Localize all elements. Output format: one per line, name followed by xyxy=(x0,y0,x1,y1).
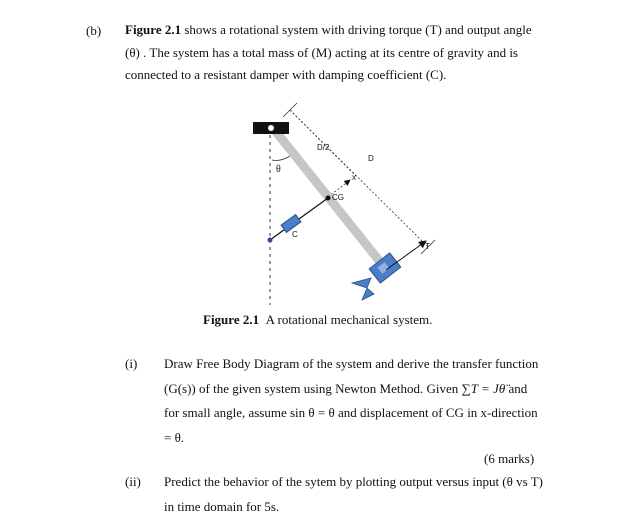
label-x: x xyxy=(352,173,356,182)
caption-figure-ref: Figure 2.1 xyxy=(203,312,260,327)
label-cg: CG xyxy=(332,193,344,202)
question-i-marks: (6 marks) xyxy=(484,451,535,466)
question-ii-label: (ii) xyxy=(125,474,141,489)
damper-anchor xyxy=(268,238,273,243)
label-d-half: D/2 xyxy=(317,143,330,152)
label-t: T xyxy=(425,242,430,251)
figure-caption xyxy=(203,312,432,328)
question-i-label: (i) xyxy=(125,356,138,371)
caption-text: A rotational mechanical system. xyxy=(265,312,433,327)
label-theta: θ xyxy=(276,164,281,175)
part-b-body: shows a rotational system with driving torque (T) and output angle (θ) . The system has a total mass of (M) acting at its centre of gravity and is connected to a resistant damper with damping coefficient (C). xyxy=(125,22,532,82)
question-i-text-after: and for small angle, assume sin θ = θ and displacement of CG in x-direction = θ. xyxy=(164,380,538,445)
part-b-label: (b) xyxy=(86,23,102,38)
figure-reference: Figure 2.1 xyxy=(125,22,182,37)
label-c: C xyxy=(292,230,298,239)
question-i-text-before: Draw Free Body Diagram of the system and derive the transfer function (G(s)) of the given system using Newton Method. Given xyxy=(164,356,539,396)
question-i-equation: ∑T = Jθ̈ xyxy=(461,380,506,396)
damper-cylinder xyxy=(281,215,301,233)
cg-point xyxy=(326,196,331,201)
propeller-blade-lower xyxy=(362,288,374,300)
label-d: D xyxy=(368,154,374,163)
question-ii-text: Predict the behavior of the sytem by plotting output versus input (θ vs T) in time domain for 5s. xyxy=(164,474,543,514)
theta-arc xyxy=(272,156,290,161)
propeller-blade-upper xyxy=(352,278,371,288)
question-i-text xyxy=(164,352,544,450)
pivot-pin xyxy=(268,125,274,131)
